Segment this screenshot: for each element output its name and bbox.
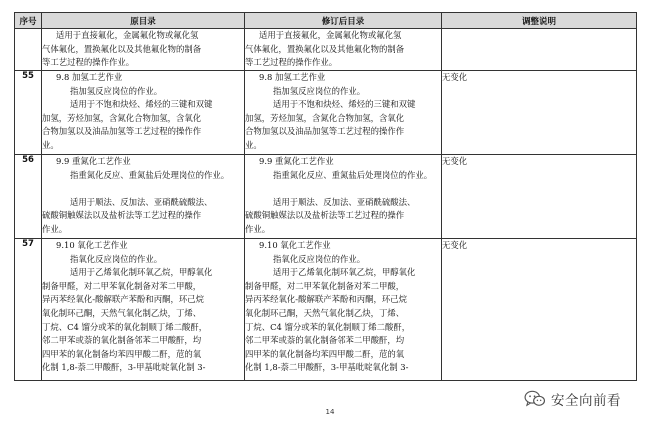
text-line: 9.9 重氮化工艺作业 bbox=[259, 156, 334, 166]
text-line: 合物加氢以及油品加氢等工艺过程的操作作 bbox=[245, 126, 405, 137]
row-serial-number: 55 bbox=[15, 71, 42, 155]
text-line: 制备甲醛，对二甲苯氧化制备对苯二甲酸， bbox=[245, 280, 405, 291]
text-line: 加氢，芳烃加氢，含氮化合物加氢，含氧化 bbox=[42, 112, 202, 123]
text-line: 气体氟化，置换氟化以及其他氟化物的制备 bbox=[245, 43, 405, 54]
text-line: 异丙苯经氧化-酸解联产苯酚和丙酮，环己烷 bbox=[245, 294, 407, 305]
text-line: 指重氮化反应、重氮盐后处理岗位的作业。 bbox=[273, 169, 433, 180]
text-line: 9.8 加氢工艺作业 bbox=[259, 72, 326, 82]
original-catalog-cell bbox=[42, 239, 245, 381]
text-line: 硫酸铜触媒法以及盐析法等工艺过程的操作 bbox=[42, 210, 202, 221]
text-line: 丁烷、C4 馏分或苯的氧化制顺丁烯二酸酐， bbox=[42, 321, 208, 332]
text-line: 气体氟化，置换氟化以及其他氟化物的制备 bbox=[42, 43, 202, 54]
text-line: 适用于不饱和炔烃、烯烃的三键和双键 bbox=[70, 99, 213, 110]
original-catalog-cell bbox=[42, 29, 245, 71]
text-line bbox=[245, 182, 441, 196]
text-line: 9.9 重氮化工艺作业 bbox=[56, 156, 131, 166]
text-line: 化制 1,8-萘二甲酸酐，3-甲基吡啶氧化制 3- bbox=[245, 362, 409, 373]
text-line: 适用于乙烯氧化制环氧乙烷，甲醇氧化 bbox=[70, 267, 213, 278]
revised-catalog-cell bbox=[245, 29, 442, 71]
text-line: 丁烷、C4 馏分或苯的氧化制顺丁烯二酸酐， bbox=[245, 321, 411, 332]
text-line: 制备甲醛，对二甲苯氧化制备对苯二甲酸， bbox=[42, 280, 202, 291]
table-row bbox=[15, 29, 637, 71]
header-revised-catalog: 修订后目录 bbox=[245, 13, 442, 29]
text-line: 硫酸铜触媒法以及盐析法等工艺过程的操作 bbox=[245, 210, 405, 221]
row-serial-number: 57 bbox=[15, 239, 42, 381]
header-adjustment-note: 调整说明 bbox=[442, 13, 637, 29]
text-line: 9.10 氧化工艺作业 bbox=[259, 240, 331, 250]
text-line: 邻二甲苯或萘的氧化制备邻苯二甲酸酐，均 bbox=[245, 335, 405, 346]
text-line: 适用于乙烯氧化制环氧乙烷，甲醇氧化 bbox=[273, 267, 416, 278]
text-line: 四甲苯的氧化制备均苯四甲酸二酐，苊的氧 bbox=[245, 348, 405, 359]
text-line: 指重氮化反应、重氮盐后处理岗位的作业。 bbox=[70, 169, 230, 180]
text-line: 化制 1,8-萘二甲酸酐，3-甲基吡啶氧化制 3- bbox=[42, 362, 206, 373]
text-line: 9.10 氧化工艺作业 bbox=[56, 240, 128, 250]
revised-catalog-cell bbox=[245, 71, 442, 155]
wechat-logo-icon bbox=[524, 390, 546, 408]
text-line: 加氢，芳烃加氢，含氮化合物加氢，含氧化 bbox=[245, 112, 405, 123]
text-line: 业。 bbox=[245, 139, 262, 150]
original-catalog-cell bbox=[42, 71, 245, 155]
original-catalog-cell bbox=[42, 155, 245, 239]
table-row bbox=[15, 239, 637, 381]
text-line: 9.8 加氢工艺作业 bbox=[56, 72, 123, 82]
adjustment-note-cell: 无变化 bbox=[442, 239, 637, 381]
adjustment-note-cell: 无变化 bbox=[442, 155, 637, 239]
text-line: 四甲苯的氧化制备均苯四甲酸二酐，苊的氧 bbox=[42, 348, 202, 359]
adjustment-note-cell: 无变化 bbox=[442, 71, 637, 155]
text-line: 适用于直接氟化，金属氟化物或氟化氢 bbox=[56, 30, 199, 40]
text-line: 等工艺过程的操作作业。 bbox=[42, 57, 135, 68]
table-header-row bbox=[15, 13, 637, 29]
text-line: 指氧化反应岗位的作业。 bbox=[273, 253, 366, 264]
text-line: 指加氢反应岗位的作业。 bbox=[273, 85, 366, 96]
text-line: 邻二甲苯或萘的氧化制备邻苯二甲酸酐，均 bbox=[42, 335, 202, 346]
revised-catalog-cell bbox=[245, 155, 442, 239]
text-line bbox=[42, 182, 244, 196]
table-row bbox=[15, 71, 637, 155]
watermark-text: 安全向前看 bbox=[551, 393, 621, 409]
text-line: 等工艺过程的操作作业。 bbox=[245, 57, 338, 68]
text-line: 适用于直接氟化，金属氟化物或氟化氢 bbox=[259, 30, 402, 40]
table-row bbox=[15, 155, 637, 239]
revised-catalog-cell bbox=[245, 239, 442, 381]
row-serial-number bbox=[15, 29, 42, 71]
row-serial-number: 56 bbox=[15, 155, 42, 239]
text-line: 合物加氢以及油品加氢等工艺过程的操作作 bbox=[42, 126, 202, 137]
text-line: 业。 bbox=[42, 139, 59, 150]
revision-table bbox=[14, 12, 637, 381]
text-line: 异丙苯经氧化-酸解联产苯酚和丙酮，环己烷 bbox=[42, 294, 204, 305]
text-line: 适用于顺法、反加法、亚硝酰硫酸法、 bbox=[273, 196, 416, 207]
text-line: 氧化制环己酮，天然气氧化制乙炔，丁烯、 bbox=[245, 307, 405, 318]
header-serial-number: 序号 bbox=[15, 13, 42, 29]
text-line: 作业。 bbox=[42, 223, 68, 234]
adjustment-note-cell bbox=[442, 29, 637, 71]
text-line: 适用于顺法、反加法、亚硝酰硫酸法、 bbox=[70, 196, 213, 207]
text-line: 指加氢反应岗位的作业。 bbox=[70, 85, 163, 96]
text-line: 氧化制环己酮，天然气氧化制乙炔，丁烯、 bbox=[42, 307, 202, 318]
text-line: 指氧化反应岗位的作业。 bbox=[70, 253, 163, 264]
text-line: 作业。 bbox=[245, 223, 271, 234]
watermark bbox=[524, 388, 621, 410]
page-number: 14 bbox=[325, 408, 335, 416]
header-original-catalog: 原目录 bbox=[42, 13, 245, 29]
text-line: 适用于不饱和炔烃、烯烃的三键和双键 bbox=[273, 99, 416, 110]
